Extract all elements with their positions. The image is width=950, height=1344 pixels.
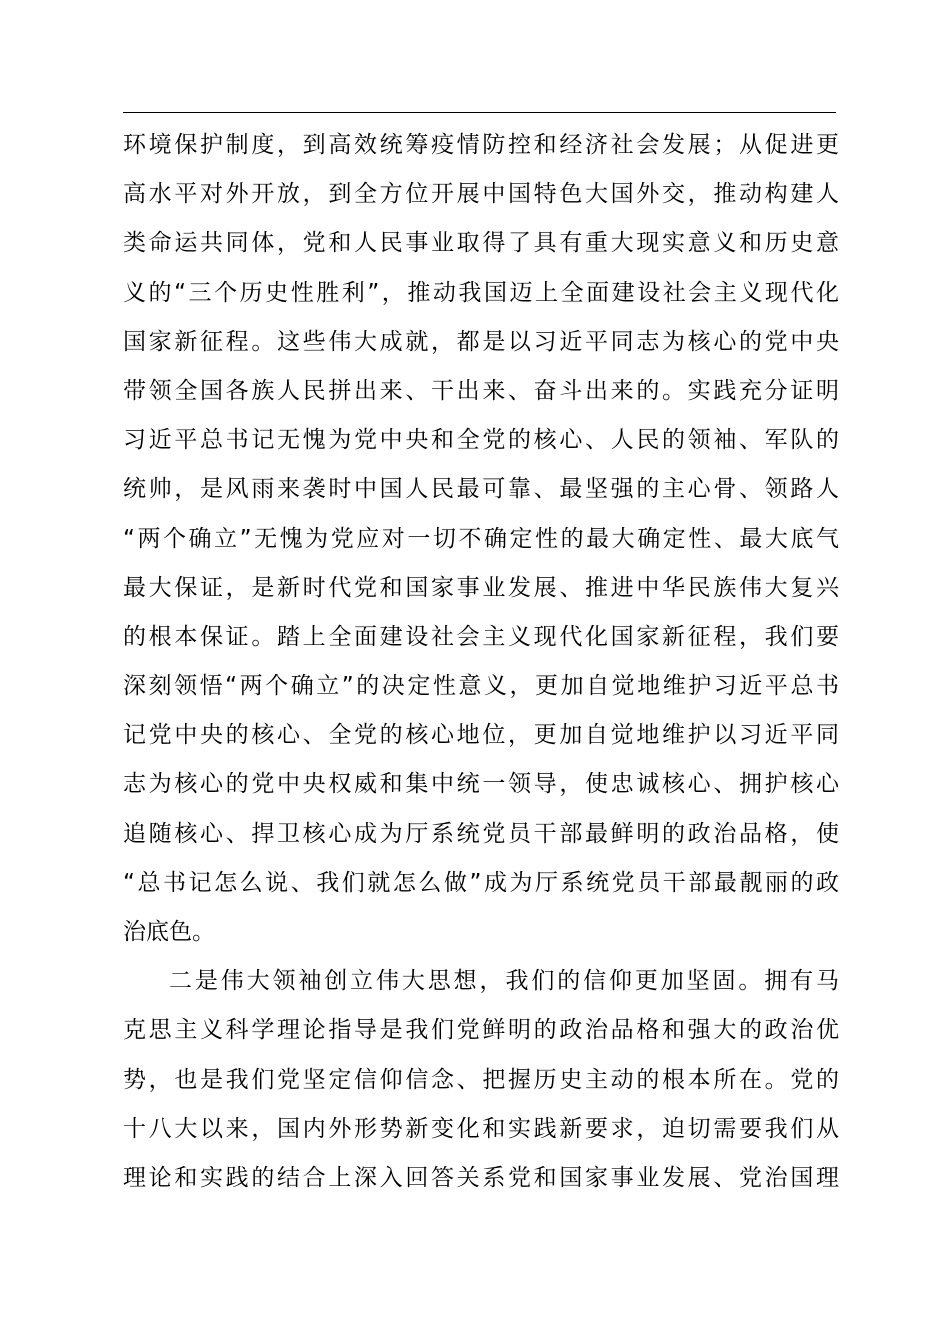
text-line: 势，也是我们党坚定信仰信念、把握历史主动的根本所在。党的 xyxy=(123,1066,839,1093)
text-line: 志为核心的党中央权威和集中统一领导，使忠诚核心、拥护核心 xyxy=(123,771,839,798)
text-line: 高水平对外开放，到全方位开展中国特色大国外交，推动构建人 xyxy=(123,181,839,208)
text-line: 类命运共同体，党和人民事业取得了具有重大现实意义和历史意 xyxy=(123,230,839,257)
text-line: “两个确立”无愧为党应对一切不确定性的最大确定性、最大底气 xyxy=(123,525,839,552)
text-line: 二是伟大领袖创立伟大思想，我们的信仰更加坚固。拥有马 xyxy=(169,968,839,995)
header-rule xyxy=(123,112,836,113)
document-body xyxy=(123,121,839,1203)
text-line: 克思主义科学理论指导是我们党鲜明的政治品格和强大的政治优 xyxy=(123,1017,839,1044)
text-line: 带领全国各族人民拼出来、干出来、奋斗出来的。实践充分证明 xyxy=(123,377,839,404)
text-line: 环境保护制度，到高效统筹疫情防控和经济社会发展；从促进更 xyxy=(123,132,839,158)
text-line: 统帅，是风雨来袭时中国人民最可靠、最坚强的主心骨、领路人 xyxy=(123,476,839,503)
text-line: 国家新征程。这些伟大成就，都是以习近平同志为核心的党中央 xyxy=(123,328,839,355)
paragraph-two xyxy=(123,957,839,1203)
text-line: 义的“三个历史性胜利”，推动我国迈上全面建设社会主义现代化 xyxy=(123,279,839,306)
text-line: “总书记怎么说、我们就怎么做”成为厅系统党员干部最靓丽的政 xyxy=(123,869,839,896)
text-line: 追随核心、捍卫核心成为厅系统党员干部最鲜明的政治品格，使 xyxy=(123,820,839,847)
text-line: 治底色。 xyxy=(123,919,215,945)
text-line: 十八大以来，国内外形势新变化和实践新要求，迫切需要我们从 xyxy=(123,1115,839,1142)
text-line: 理论和实践的结合上深入回答关系党和国家事业发展、党治国理 xyxy=(123,1164,839,1191)
text-line: 最大保证，是新时代党和国家事业发展、推进中华民族伟大复兴 xyxy=(123,574,839,601)
text-line: 深刻领悟“两个确立”的决定性意义，更加自觉地维护习近平总书 xyxy=(123,673,839,700)
text-line: 的根本保证。踏上全面建设社会主义现代化国家新征程，我们要 xyxy=(123,623,839,650)
text-line: 习近平总书记无愧为党中央和全党的核心、人民的领袖、军队的 xyxy=(123,427,839,454)
text-line: 记党中央的核心、全党的核心地位，更加自觉地维护以习近平同 xyxy=(123,722,839,749)
paragraph-continuation xyxy=(123,121,839,957)
